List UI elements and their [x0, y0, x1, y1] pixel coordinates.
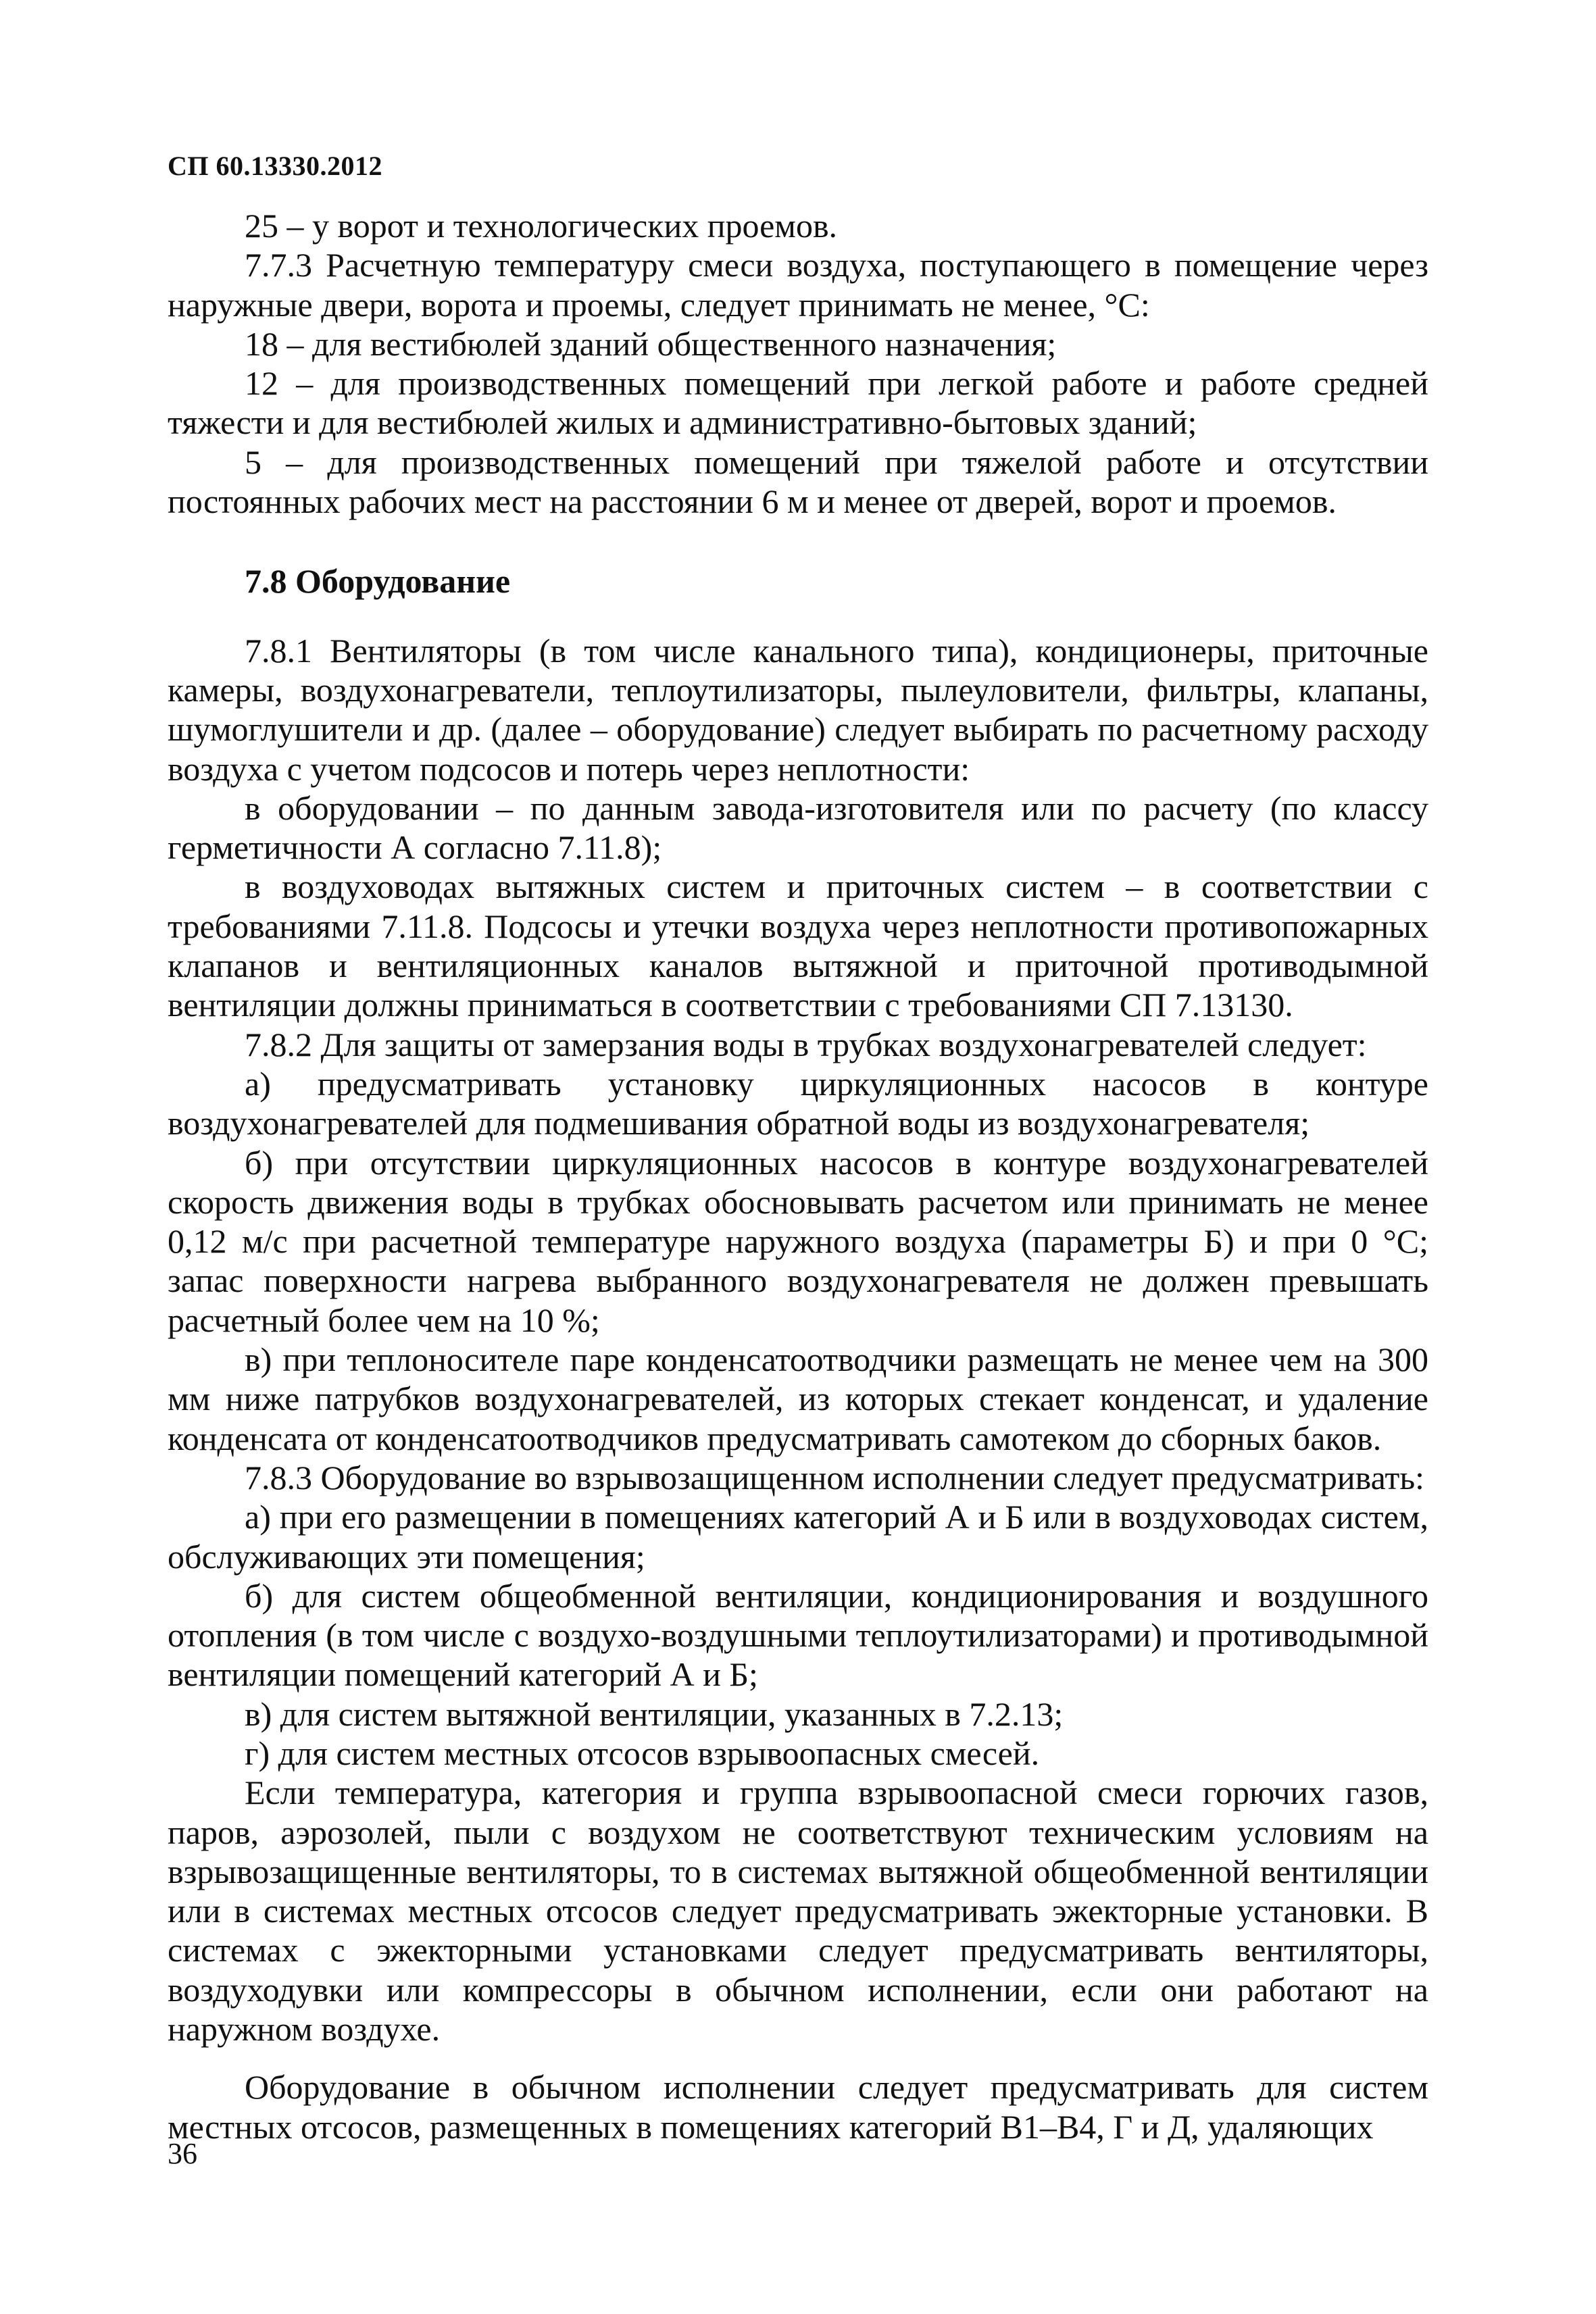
- paragraph: в оборудовании – по данным завода-изготовителя или по расчету (по классу герметичности А согласно 7.11.8);: [168, 788, 1428, 867]
- paragraph: а) при его размещении в помещениях категорий А и Б или в воздуховодах систем, обслуживающих эти помещения;: [168, 1498, 1428, 1576]
- paragraph: в) при теплоносителе паре конденсатоотводчики размещать не менее чем на 300 мм ниже патрубков воздухонагревателей, из которых стекает конденсат, и удаление конденсата от конденсатоотводчиков предусматривать самотеком до сборных баков.: [168, 1340, 1428, 1457]
- paragraph: 5 – для производственных помещений при тяжелой работе и отсутствии постоянных рабочих мест на расстоянии 6 м и менее от дверей, ворот и проемов.: [168, 443, 1428, 521]
- paragraph: 25 – у ворот и технологических проемов.: [245, 207, 838, 245]
- section-heading: 7.8 Оборудование: [245, 562, 511, 601]
- paragraph: б) при отсутствии циркуляционных насосов в контуре воздухонагревателей скорость движения воды в трубках обосновывать расчетом или принимать не менее 0,12 м/с при расчетной температуре наружного воздуха (параметры Б) и при 0 °С; запас поверхности нагрева выбранного воздухонагревателя не должен превышать расчетный более чем на 10 %;: [168, 1143, 1428, 1339]
- paragraph: Если температура, категория и группа взрывоопасной смеси горючих газов, паров, аэрозолей, пыли с воздухом не соответствуют техническим условиям на взрывозащищенные вентиляторы, то в системах вытяжной общеобменной вентиляции или в системах местных отсосов следует предусматривать эжекторные установки. В системах с эжекторными установками следует предусматривать вентиляторы, воздуходувки или компрессоры в обычном исполнении, если они работают на наружном воздухе.: [168, 1774, 1428, 2048]
- paragraph: 7.7.3 Расчетную температуру смеси воздуха, поступающего в помещение через наружные двери, ворота и проемы, следует принимать не менее, °С:: [168, 246, 1428, 324]
- document-header: СП 60.13330.2012: [168, 151, 382, 181]
- paragraph: 7.8.2 Для защиты от замерзания воды в трубках воздухонагревателей следует:: [245, 1025, 1367, 1063]
- paragraph: 7.8.1 Вентиляторы (в том числе канального типа), кондиционеры, приточные камеры, воздухонагреватели, теплоутилизаторы, пылеуловители, фильтры, клапаны, шумоглушители и др. (далее – оборудование) следует выбирать по расчетному расходу воздуха с учетом подсосов и потерь через неплотности:: [168, 631, 1428, 788]
- document-body: [168, 206, 1428, 2146]
- paragraph: Оборудование в обычном исполнении следует предусматривать для систем местных отсосов, размещенных в помещениях категорий В1–В4, Г и Д, удаляющих: [168, 2068, 1428, 2146]
- paragraph: 18 – для вестибюлей зданий общественного назначения;: [245, 324, 1057, 363]
- paragraph: г) для систем местных отсосов взрывоопасных смесей.: [245, 1734, 1040, 1772]
- paragraph: а) предусматривать установку циркуляционных насосов в контуре воздухонагревателей для подмешивания обратной воды из воздухонагревателя;: [168, 1064, 1428, 1142]
- paragraph: б) для систем общеобменной вентиляции, кондиционирования и воздушного отопления (в том числе с воздухо-воздушными теплоутилизаторами) и противодымной вентиляции помещений категорий А и Б;: [168, 1576, 1428, 1694]
- page-number: 36: [168, 2137, 197, 2170]
- paragraph: 7.8.3 Оборудование во взрывозащищенном исполнении следует предусматривать:: [245, 1458, 1425, 1496]
- paragraph: в) для систем вытяжной вентиляции, указанных в 7.2.13;: [245, 1694, 1064, 1733]
- paragraph: 12 – для производственных помещений при легкой работе и работе средней тяжести и для вестибюлей жилых и административно-бытовых зданий;: [168, 364, 1428, 442]
- paragraph: в воздуховодах вытяжных систем и приточных систем – в соответствии с требованиями 7.11.8. Подсосы и утечки воздуха через неплотности противопожарных клапанов и вентиляционных каналов вытяжной и приточной противодымной вентиляции должны приниматься в соответствии с требованиями СП 7.13130.: [168, 867, 1428, 1024]
